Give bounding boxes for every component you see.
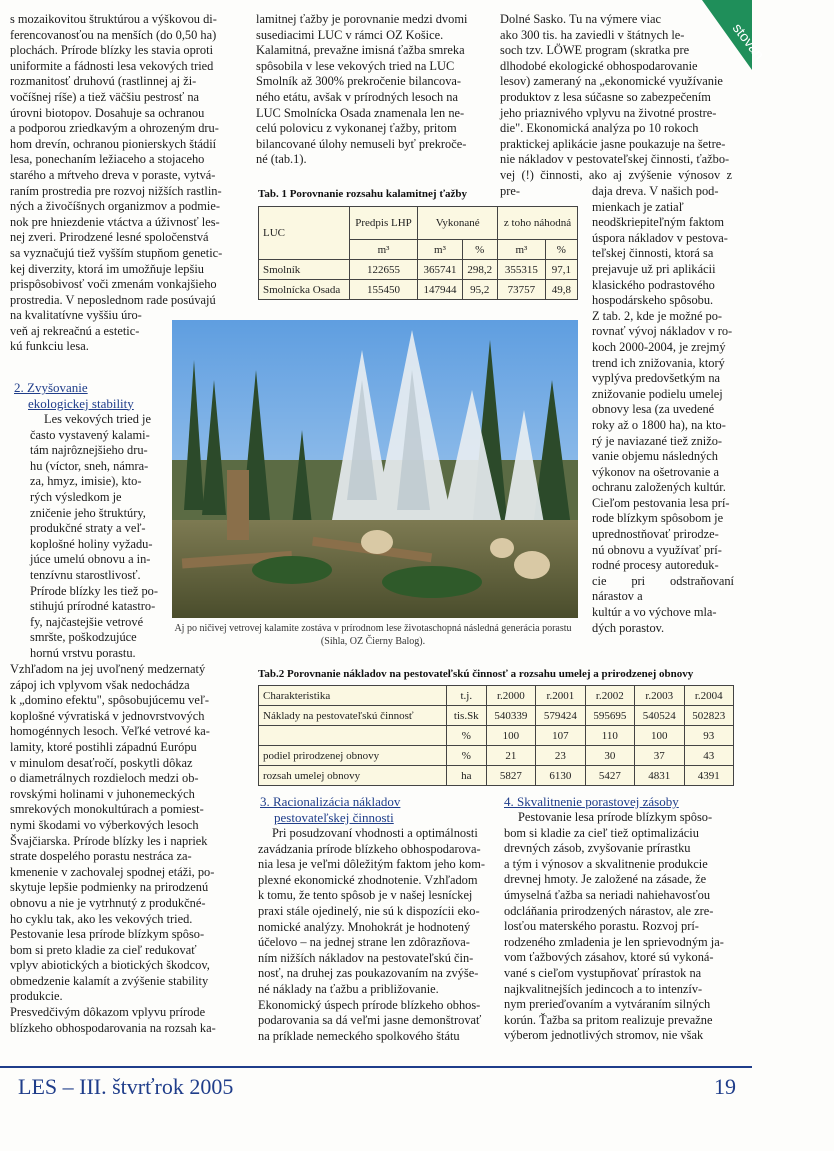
text-line: rozmanitosť druhovú (rastlinnej aj ži- <box>10 74 197 89</box>
text-line: zavádzania prírode blízkeho obhospodarova- <box>258 841 481 856</box>
text-line: Les vekových tried je <box>44 412 152 426</box>
text-line: fy, najčastejšie vetrové <box>30 614 144 629</box>
table2-cell: 100 <box>486 726 535 746</box>
text-line: k tomu, že tento spôsob je v našej lesníckej <box>258 888 473 903</box>
text-line: skytuje lepšie podmienky na prirodzenú <box>10 880 209 895</box>
text-line: júce umelú obnovu a in- <box>30 552 151 567</box>
section3-heading-line1: 3. Racionalizácia nákladov <box>260 794 401 809</box>
text-line: za, hmyz, imisie), kto- <box>30 474 142 489</box>
text-line: úmyselná ťažba sa neriadi nahiehavosťou <box>504 887 711 902</box>
text-line: neodškriepiteľným faktom <box>592 215 725 230</box>
text-line: uprednostňovať prirodze- <box>592 527 719 542</box>
text-line: zničenie jeho štruktúry, <box>30 505 146 520</box>
table2-cell: tis.Sk <box>446 706 486 726</box>
column1-paragraph-c <box>10 662 242 1036</box>
section2-heading-line1: 2. Zvyšovanie <box>14 380 88 395</box>
text-line: prostredia. V neposlednom rade posúvajú <box>10 292 216 307</box>
text-line: Pestovanie lesa prírode blízkym spôso- <box>10 927 205 942</box>
text-line: die". Ekonomická analýza po 10 rokoch <box>500 121 699 136</box>
photo-caption-line1: Aj po ničivej vetrovej kalamite zostáva v prírodnom lese životaschopná následná generácia porastu <box>174 623 572 634</box>
text-line: starého a mŕtveho dreva v poraste, vytvá- <box>10 167 216 182</box>
text-line: strate dospelého porastu nestráca za- <box>10 849 192 864</box>
text-line: daja dreva. V našich pod- <box>592 184 719 198</box>
text-line: s mozaikovitou štruktúrou a výškovou di- <box>10 12 217 26</box>
text-line: ochranu založených kultúr. <box>592 480 726 495</box>
text-line: o diametrálnych rozdieloch medzi ob- <box>10 771 199 786</box>
table-row <box>259 766 734 786</box>
text-line: sa vyznačujú tiež vyšším stupňom genetic- <box>10 245 223 260</box>
text-line: LUC Smolnícka Osada znamenala len ne- <box>256 105 465 120</box>
section2-heading-line2: ekologickej stability <box>28 395 134 411</box>
table2-cell <box>259 726 447 746</box>
section3-heading <box>260 794 492 825</box>
corner-tab-label: stovan <box>729 19 768 63</box>
table1-row-name: Smolnícka Osada <box>259 280 350 300</box>
text-line: znižovanie podielu umelej <box>592 386 723 401</box>
text-line: vej (!) činnosti, ako aj zvýšenie výnosov z pre- <box>500 167 732 198</box>
column1-paragraph-a <box>10 12 242 355</box>
forest-photo <box>172 320 578 618</box>
table1-cell: 155450 <box>349 280 418 300</box>
table2-header-cell: r.2001 <box>536 686 585 706</box>
text-line: často vystavený kalami- <box>30 427 150 442</box>
text-line: kultúr a vo výchove mla- <box>592 605 717 620</box>
text-line: rý je naviazané tiež znižo- <box>592 433 723 448</box>
table2-cell: 595695 <box>585 706 634 726</box>
text-line: kú funkciu lesa. <box>10 339 89 354</box>
text-line: a tým i výnosov a skvalitnenie produkcie <box>504 856 708 871</box>
text-line: plochách. Prírode blízky les stavia oproti <box>10 43 214 58</box>
text-line: kej diverzity, ktorá im umožňuje lepšiu <box>10 261 204 276</box>
table2-cell: 5427 <box>585 766 634 786</box>
text-line: celú polovicu z vykonanej ťažby, pritom <box>256 121 457 136</box>
column3-paragraph-a <box>500 12 732 199</box>
text-line: nomické analýzy. Mnohokrát je hodnotený <box>258 919 471 934</box>
text-line: né náklady na ťažbu a približovanie. <box>258 981 439 996</box>
table1-cell: 95,2 <box>462 280 497 300</box>
text-line: rodné procesy autoreduk- <box>592 558 719 573</box>
text-line: roky až o 1800 ha), na kto- <box>592 417 726 432</box>
text-line: zápoj ich vplyvom však nedochádza <box>10 677 190 692</box>
table2-cell: 4831 <box>635 766 684 786</box>
text-line: veň aj rekreačnú a estetic- <box>10 323 140 338</box>
table2-header-cell: Charakteristika <box>259 686 447 706</box>
text-line: vom ťažbových zásahov, ktoré sú vykoná- <box>504 950 714 965</box>
table2-header-cell: r.2000 <box>486 686 535 706</box>
table1-title: Tab. 1 Porovnanie rozsahu kalamitnej ťažby <box>258 188 468 200</box>
text-line: nia lesa je veľmi dôležitým faktom jeho kom- <box>258 857 485 872</box>
table1-cell: 355315 <box>497 260 545 280</box>
footer-rule <box>0 1066 752 1068</box>
text-line: bom si kladie za cieľ tiež optimalizáciu <box>504 825 699 840</box>
table1-cell: 97,1 <box>545 260 577 280</box>
table2-header-cell: r.2004 <box>684 686 734 706</box>
table1-cell: 365741 <box>418 260 462 280</box>
table2-cell: rozsah umelej obnovy <box>259 766 447 786</box>
text-line: Z tab. 2, kde je možné po- <box>592 308 723 323</box>
text-line: lamitnej ťažby je porovnanie medzi dvomi <box>256 12 468 26</box>
text-line: né (tab.1). <box>256 152 307 167</box>
text-line: nú obnovu a využívať prí- <box>592 542 722 557</box>
table2-cell: 5827 <box>486 766 535 786</box>
table2-cell: % <box>446 726 486 746</box>
table2-cell: 540339 <box>486 706 535 726</box>
text-line: lesov) zameraný na „ekonomické využívanie <box>500 74 723 89</box>
table2-title: Tab.2 Porovnanie nákladov na pestovateľskú činnosť a rozsahu umelej a prirodzenej obnovy <box>258 668 694 680</box>
text-line: v minulom desaťročí, poskytli dôkaz <box>10 755 193 770</box>
table1-header-vykonane: Vykonané <box>418 207 498 240</box>
text-line: dých porastov. <box>592 620 665 635</box>
text-line: obnovu a nie je vytrhnutý z produkčné- <box>10 895 206 910</box>
text-line: rodzeného zmladenia je len sprievodným ja- <box>504 934 724 949</box>
text-line: prispôsobivosť voči zmenám vonkajšieho <box>10 277 217 292</box>
table2-header-cell: t.j. <box>446 686 486 706</box>
table2-cell: 579424 <box>536 706 585 726</box>
table2-header-cell: r.2003 <box>635 686 684 706</box>
table1-unit: m³ <box>497 240 545 260</box>
text-line: Smolník až 300% prekročenie bilancova- <box>256 74 462 89</box>
text-line: Švajčiarska. Prírode blízky les i napriek <box>10 833 208 848</box>
text-line: Ekonomický úspech prírode blízkeho obhos- <box>258 997 481 1012</box>
text-line: hospodárskeho spôsobu. <box>592 293 714 308</box>
text-line: koplošné vývratiská v jednovrstvových <box>10 708 205 723</box>
text-line: bilancované úlohy nemuseli byť prekroče- <box>256 136 467 151</box>
table-row <box>259 746 734 766</box>
text-line: praxi stále ojedinelý, nie sú k dispozícii eko- <box>258 903 480 918</box>
text-line: úrovni biotopov. Dosahuje sa ochranou <box>10 105 205 120</box>
text-line: lesa, ponechaním ležiaceho a stojaceho <box>10 152 205 167</box>
table1 <box>258 206 578 300</box>
text-line: Dolné Sasko. Tu na výmere viac <box>500 12 662 26</box>
table2-cell: Náklady na pestovateľskú činnosť <box>259 706 447 726</box>
table1-cell: 49,8 <box>545 280 577 300</box>
table2-cell: 540524 <box>635 706 684 726</box>
text-line: koch 2000-2004, je zrejmý <box>592 339 726 354</box>
text-line: vplyv abiotických a biotických škodcov, <box>10 958 210 973</box>
column2-paragraph-b <box>258 826 492 1044</box>
text-line: susediacimi LUC v rámci OZ Košice. <box>256 27 444 42</box>
text-line: ferencovanosťou na menších (do 0,50 ha) <box>10 27 217 42</box>
text-line: Cieľom pestovania lesa prí- <box>592 495 730 510</box>
text-line: korún. Ťažba sa pritom realizuje prevažne <box>504 1012 713 1027</box>
text-line: Vzhľadom na jej uvoľnený medzernatý <box>10 662 206 676</box>
text-line: trend ich znižovania, ktorý <box>592 355 725 370</box>
text-line: ho cyklu tak, ako les vekových tried. <box>10 911 193 926</box>
text-line: hom drevín, ochranou pionierskych štádií <box>10 136 217 151</box>
text-line: výberom jednotlivých stromov, nie však <box>504 1028 704 1043</box>
table2-cell: 502823 <box>684 706 734 726</box>
text-line: odcláňania prirodzených nárastov, ale zre- <box>504 903 714 918</box>
table2-cell: 4391 <box>684 766 734 786</box>
text-line: prejavuje už pri aplikácii <box>592 261 716 276</box>
text-line: nymi škodami vo výberkových lesoch <box>10 817 199 832</box>
table-row <box>259 726 734 746</box>
table1-header-nahodna: z toho náhodná <box>497 207 577 240</box>
column3-paragraph-b <box>592 184 734 636</box>
text-line: tenzívnu starostlivosť. <box>30 567 141 582</box>
text-line: k „domino efektu", spôsobujúcemu veľ- <box>10 693 210 708</box>
table1-row-name: Smolník <box>259 260 350 280</box>
text-line: teľskej činnosti, ktorá sa <box>592 246 714 261</box>
table2-header-row <box>259 686 734 706</box>
text-line: najkvalitnejších jedincoch a to intenzív- <box>504 981 703 996</box>
text-line: rovnať vývoj nákladov v ro- <box>592 324 733 339</box>
section4-heading-line1: 4. Skvalitnenie porastovej zásoby <box>504 794 679 809</box>
text-line: nie nákladov v pestovateľskej činnosti, ťažbo- <box>500 152 730 167</box>
table1-cell: 147944 <box>418 280 462 300</box>
section3-heading-line2: pestovateľskej činnosti <box>274 809 394 825</box>
text-line: praktickej aplikácie jasne poukazuje na šetre- <box>500 136 726 151</box>
text-line: rých výsledkom je <box>30 489 122 504</box>
table2-cell: podiel prirodzenej obnovy <box>259 746 447 766</box>
text-line: výkonov na ošetrovanie a <box>592 464 719 479</box>
text-line: nosť, na druhej zas poukazovaním na zvýše- <box>258 966 479 981</box>
table2-cell: 30 <box>585 746 634 766</box>
text-line: Kalamitná, prevažne imisná ťažba smreka <box>256 43 465 58</box>
table2-cell: 100 <box>635 726 684 746</box>
text-line: účelovo – na jednej strane len zdôrazňova- <box>258 935 470 950</box>
table1-unit: % <box>545 240 577 260</box>
text-line: losťou materského porastu. Rozvoj prí- <box>504 919 699 934</box>
text-line: jeho priaznivého vplyvu na životné prostre- <box>500 105 717 120</box>
table1-cell: 122655 <box>349 260 418 280</box>
text-line: produkčné straty a veľ- <box>30 521 146 536</box>
table2-cell: % <box>446 746 486 766</box>
photo-caption-line2: (Sihla, OZ Čierny Balog). <box>320 636 426 647</box>
text-line: produktov z lesa súčasne so zabezpečením <box>500 89 711 104</box>
text-line: hu (víctor, sneh, námra- <box>30 458 149 473</box>
text-line: úspora nákladov v pestova- <box>592 230 728 245</box>
text-line: ných a živočíšnych organizmov a podmie- <box>10 199 221 214</box>
table-row <box>259 706 734 726</box>
column3-paragraph-c <box>504 810 736 1044</box>
text-line: plexné ekonomické zhodnotenie. Vzhľadom <box>258 872 478 887</box>
text-line: podarovania sa dá veľmi jasne demonštrovať <box>258 1013 482 1028</box>
table1-unit: m³ <box>349 240 418 260</box>
text-line: kmenenie v zachovalej spodnej etáži, po- <box>10 864 215 879</box>
table-row <box>259 260 578 280</box>
text-line: ním nižších nákladov na pestovateľskú čin- <box>258 950 474 965</box>
table2 <box>258 685 734 786</box>
table2-cell: 107 <box>536 726 585 746</box>
text-line: stihujú prírodné katastro- <box>30 599 156 614</box>
text-line: raním prostredia pre rozvoj nižších rastlin- <box>10 183 222 198</box>
text-line: obmedzenie kalamít a zvýšenie stability <box>10 973 209 988</box>
text-line: nok pre hniezdenie vtáctva a úživnosť les- <box>10 214 220 229</box>
text-line: Pestovanie lesa prírode blízkym spôso- <box>518 810 713 824</box>
table2-cell: 93 <box>684 726 734 746</box>
table2-cell: 6130 <box>536 766 585 786</box>
text-line: lamity, ktoré postihli západnú Európu <box>10 739 197 754</box>
text-line: mienkach je zatiaľ <box>592 199 684 214</box>
photo-caption <box>168 622 578 648</box>
text-line: a podporou zriedkavým a ohrozeným dru- <box>10 121 219 136</box>
table2-cell: 110 <box>585 726 634 746</box>
text-line: hornú vrstvu porastu. <box>30 645 136 660</box>
text-line: nym prerieďovaním a vytváraním silných <box>504 997 711 1012</box>
text-line: ného etátu, avšak v prírodných lesoch na <box>256 89 458 104</box>
text-line: tám najrôznejšieho dru- <box>30 443 148 458</box>
section4-heading <box>504 794 736 810</box>
text-line: drevných zásob, zvyšovanie prírastku <box>504 841 691 856</box>
text-line: dlhodobé ekologické obhospodarovanie <box>500 58 698 73</box>
text-line: drevnej hmoty. Je založené na zásade, že <box>504 872 707 887</box>
column2-paragraph-a <box>256 12 488 168</box>
table2-cell: 23 <box>536 746 585 766</box>
text-line: Presvedčivým dôkazom vplyvu prírode <box>10 1005 206 1020</box>
table1-header-predpis: Predpis LHP <box>349 207 418 240</box>
text-line: Prírode blízky les tiež po- <box>30 583 159 598</box>
footer-title: LES – III. štvrťrok 2005 <box>18 1074 234 1099</box>
page-number: 19 <box>714 1074 736 1099</box>
table1-header-luc: LUC <box>259 207 350 260</box>
table1-cell: 73757 <box>497 280 545 300</box>
text-line: nej zveri. Prirodzené lesné spoločenstvá <box>10 230 209 245</box>
text-line: vočíšnej ríše) a tiež väčšiu pestrosť na <box>10 89 200 104</box>
text-line: klasického podrastového <box>592 277 715 292</box>
text-line: blízkeho obhospodarovania na rozsah ka- <box>10 1020 216 1035</box>
text-line: smršte, poškodzujúce <box>30 630 137 645</box>
text-line: produkcie. <box>10 989 63 1004</box>
text-line: Pri posudzovaní vhodnosti a optimálnosti <box>272 826 478 840</box>
text-line: na príklade nemeckého spolkového štátu <box>258 1028 460 1043</box>
text-line: vané s cieľom vystupňovať prírastok na <box>504 965 702 980</box>
text-line: soch tzv. LÖWE program (skratka pre <box>500 43 690 58</box>
column1-paragraph-b <box>30 412 160 662</box>
text-line: rode blízkym spôsobom je <box>592 511 724 526</box>
text-line: uniformite a fádnosti lesa vekových tried <box>10 58 214 73</box>
table2-cell: 21 <box>486 746 535 766</box>
text-line: vyplýva predovšetkým na <box>592 371 721 386</box>
table2-cell: 37 <box>635 746 684 766</box>
table-row <box>259 280 578 300</box>
table1-unit: % <box>462 240 497 260</box>
table2-cell: 43 <box>684 746 734 766</box>
table2-cell: ha <box>446 766 486 786</box>
table1-unit: m³ <box>418 240 462 260</box>
text-line: spôsobila v lese vekových tried na LUC <box>256 58 455 73</box>
text-line: cie pri odstraňovaní nárastov a <box>592 573 734 604</box>
text-line: rovskými holinami v juhonemeckých <box>10 786 195 801</box>
text-line: na kvalitatívne vyššiu úro- <box>10 308 142 323</box>
text-line: smrekových monokultúrach a pomiest- <box>10 802 204 817</box>
table2-header-cell: r.2002 <box>585 686 634 706</box>
table1-cell: 298,2 <box>462 260 497 280</box>
text-line: obnovy lesa (za uvedené <box>592 402 715 417</box>
text-line: bom si preto kladie za cieľ redukovať <box>10 942 197 957</box>
text-line: ako 300 tis. ha zaviedli v štátnych le- <box>500 27 685 42</box>
text-line: koplošné holiny vyžadu- <box>30 536 153 551</box>
text-line: homogénnych lesoch. Veľké vetrové ka- <box>10 724 210 739</box>
text-line: vanie objemu následných <box>592 449 718 464</box>
